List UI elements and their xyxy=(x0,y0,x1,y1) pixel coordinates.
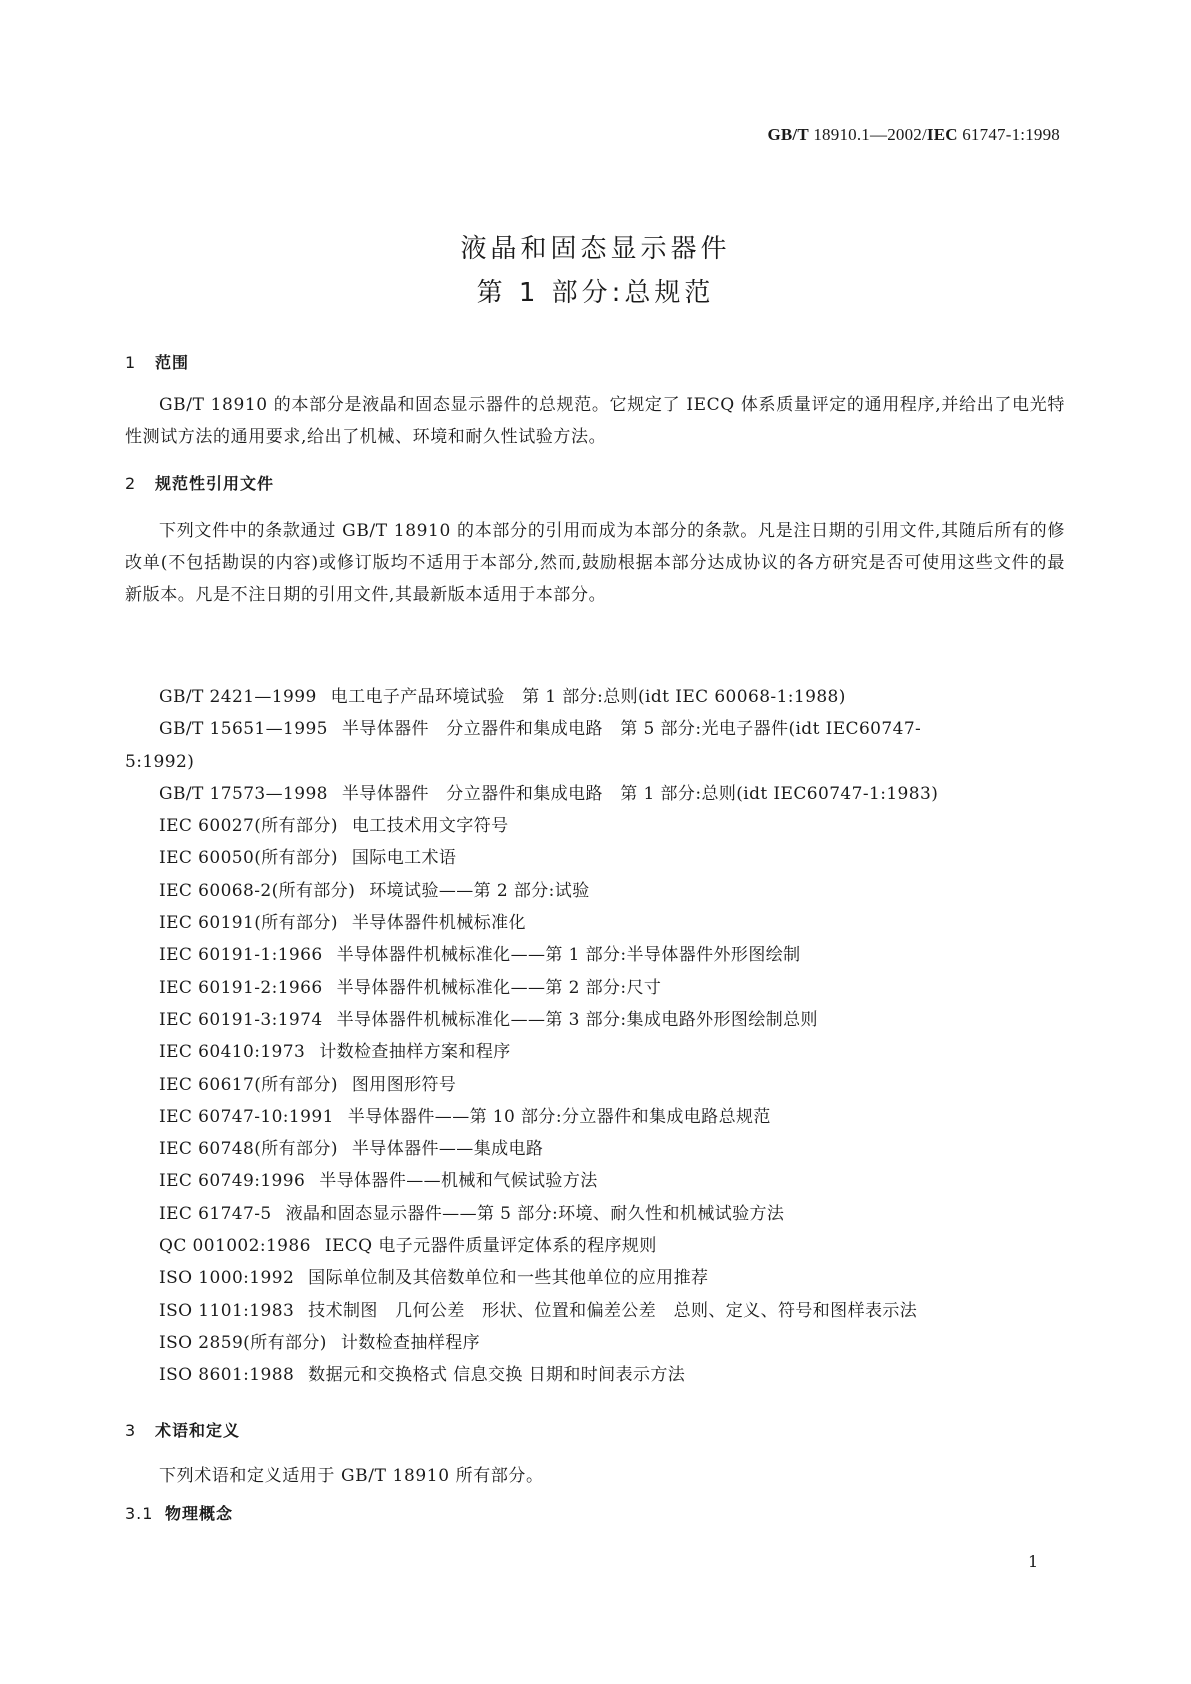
section-1-paragraph: GB/T 18910 的本部分是液晶和固态显示器件的总规范。它规定了 IECQ 体系质量评定的通用程序,并给出了电光特性测试方法的通用要求,给出了机械、环境和耐久性试验方法。 xyxy=(125,395,1065,447)
reference-title-continuation: 5:1992) xyxy=(125,751,195,772)
reference-code: IEC 60617(所有部分) xyxy=(159,1074,338,1095)
reference-title: 计数检查抽样方案和程序 xyxy=(319,1042,511,1063)
reference-code: ISO 1101:1983 xyxy=(159,1300,295,1321)
section-2-heading xyxy=(125,471,274,494)
reference-title: 国际单位制及其倍数单位和一些其他单位的应用推荐 xyxy=(308,1268,709,1289)
reference-title: 半导体器件——集成电路 xyxy=(351,1139,544,1160)
section-number: 2 xyxy=(125,474,137,493)
reference-item xyxy=(125,1359,1070,1391)
document-subtitle: 第 1 部分:总规范 xyxy=(476,278,715,308)
reference-title: 环境试验——第 2 部分:试验 xyxy=(369,880,590,901)
reference-title: 半导体器件机械标准化——第 2 部分:尺寸 xyxy=(336,977,662,998)
section-title: 规范性引用文件 xyxy=(155,474,275,493)
standard-code-header xyxy=(767,125,1060,145)
reference-item xyxy=(125,1230,1070,1262)
section-3-heading xyxy=(125,1418,240,1441)
reference-item xyxy=(125,1165,1070,1197)
reference-item xyxy=(125,972,1070,1004)
reference-code: IEC 60027(所有部分) xyxy=(159,816,338,837)
reference-title: 国际电工术语 xyxy=(351,848,457,869)
section-2-paragraph: 下列文件中的条款通过 GB/T 18910 的本部分的引用而成为本部分的条款。凡是注日期的引用文件,其随后所有的修改单(不包括勘误的内容)或修订版均不适用于本部分,然而,鼓励根据本部分达成协议的各方研究是否可使用这些文件的最新版本。凡是不注日期的引用文件,其最新版本适用于本部分。 xyxy=(125,521,1065,605)
reference-code: GB/T 17573—1998 xyxy=(159,783,328,804)
reference-code: IEC 60749:1996 xyxy=(159,1171,306,1192)
section-number: 3.1 xyxy=(125,1504,154,1523)
standard-code-iec-number: 61747-1:1998 xyxy=(957,125,1060,144)
reference-code: ISO 8601:1988 xyxy=(159,1365,295,1386)
reference-title: 电工电子产品环境试验 第 1 部分:总则(idt IEC 60068-1:1988) xyxy=(330,687,846,707)
reference-title: 技术制图 几何公差 形状、位置和偏差公差 总则、定义、符号和图样表示法 xyxy=(308,1300,918,1321)
reference-item xyxy=(125,907,1070,939)
reference-code: GB/T 2421—1999 xyxy=(159,687,317,707)
section-number: 3 xyxy=(125,1421,137,1440)
reference-item xyxy=(125,713,1070,778)
reference-item xyxy=(125,842,1070,874)
reference-title: 半导体器件机械标准化——第 1 部分:半导体器件外形图绘制 xyxy=(336,945,801,966)
reference-title: 半导体器件机械标准化——第 3 部分:集成电路外形图绘制总则 xyxy=(336,1009,818,1030)
reference-code: IEC 61747-5 xyxy=(159,1203,272,1224)
reference-title: 电工技术用文字符号 xyxy=(351,816,509,837)
reference-title: IECQ 电子元器件质量评定体系的程序规则 xyxy=(324,1236,657,1257)
reference-code: GB/T 15651—1995 xyxy=(159,719,328,740)
reference-item xyxy=(125,1262,1070,1294)
reference-item xyxy=(125,939,1070,971)
reference-item xyxy=(125,1198,1070,1230)
section-title: 范围 xyxy=(155,353,190,372)
reference-code: IEC 60191-2:1966 xyxy=(159,977,323,998)
reference-code: IEC 60191(所有部分) xyxy=(159,913,338,934)
reference-item xyxy=(125,810,1070,842)
reference-item xyxy=(125,875,1070,907)
reference-item xyxy=(125,1101,1070,1133)
section-3-paragraph: 下列术语和定义适用于 GB/T 18910 所有部分。 xyxy=(159,1466,544,1486)
reference-item xyxy=(125,1327,1070,1359)
document-title: 液晶和固态显示器件 xyxy=(460,234,731,264)
reference-item xyxy=(125,681,1070,713)
reference-item xyxy=(125,1004,1070,1036)
standard-code-number: 18910.1—2002/ xyxy=(808,125,927,144)
section-title: 物理概念 xyxy=(165,1504,234,1523)
standard-code-prefix: GB/T xyxy=(767,125,809,144)
reference-title: 液晶和固态显示器件——第 5 部分:环境、耐久性和机械试验方法 xyxy=(285,1203,785,1224)
reference-code: IEC 60050(所有部分) xyxy=(159,848,338,869)
section-1-heading xyxy=(125,350,189,373)
section-3-1-heading xyxy=(125,1501,233,1524)
reference-item xyxy=(125,1295,1070,1327)
reference-title: 图用图形符号 xyxy=(351,1074,457,1095)
reference-item xyxy=(125,1036,1070,1068)
reference-title: 计数检查抽样程序 xyxy=(340,1332,481,1353)
standard-code-iec: IEC xyxy=(926,125,958,144)
reference-item xyxy=(125,1133,1070,1165)
normative-references-list xyxy=(125,681,1070,1392)
reference-title: 半导体器件 分立器件和集成电路 第 5 部分:光电子器件(idt IEC60747- xyxy=(341,719,922,740)
reference-code: IEC 60748(所有部分) xyxy=(159,1139,338,1160)
reference-item xyxy=(125,1069,1070,1101)
section-number: 1 xyxy=(125,353,137,372)
reference-title: 半导体器件——第 10 部分:分立器件和集成电路总规范 xyxy=(347,1106,771,1127)
reference-code: IEC 60410:1973 xyxy=(159,1042,306,1063)
reference-code: ISO 1000:1992 xyxy=(159,1268,295,1289)
section-title: 术语和定义 xyxy=(155,1421,241,1440)
reference-code: ISO 2859(所有部分) xyxy=(159,1332,327,1353)
reference-title: 半导体器件 分立器件和集成电路 第 1 部分:总则(idt IEC60747-1:1983) xyxy=(341,783,939,804)
reference-code: IEC 60068-2(所有部分) xyxy=(159,880,356,901)
reference-code: QC 001002:1986 xyxy=(159,1236,311,1257)
reference-title: 半导体器件机械标准化 xyxy=(351,913,526,934)
reference-code: IEC 60191-3:1974 xyxy=(159,1009,323,1030)
page-number: 1 xyxy=(1028,1552,1039,1571)
reference-title: 半导体器件——机械和气候试验方法 xyxy=(319,1171,598,1192)
reference-title: 数据元和交换格式 信息交换 日期和时间表示方法 xyxy=(308,1365,686,1386)
reference-code: IEC 60747-10:1991 xyxy=(159,1106,334,1127)
reference-code: IEC 60191-1:1966 xyxy=(159,945,323,966)
reference-item xyxy=(125,778,1070,810)
